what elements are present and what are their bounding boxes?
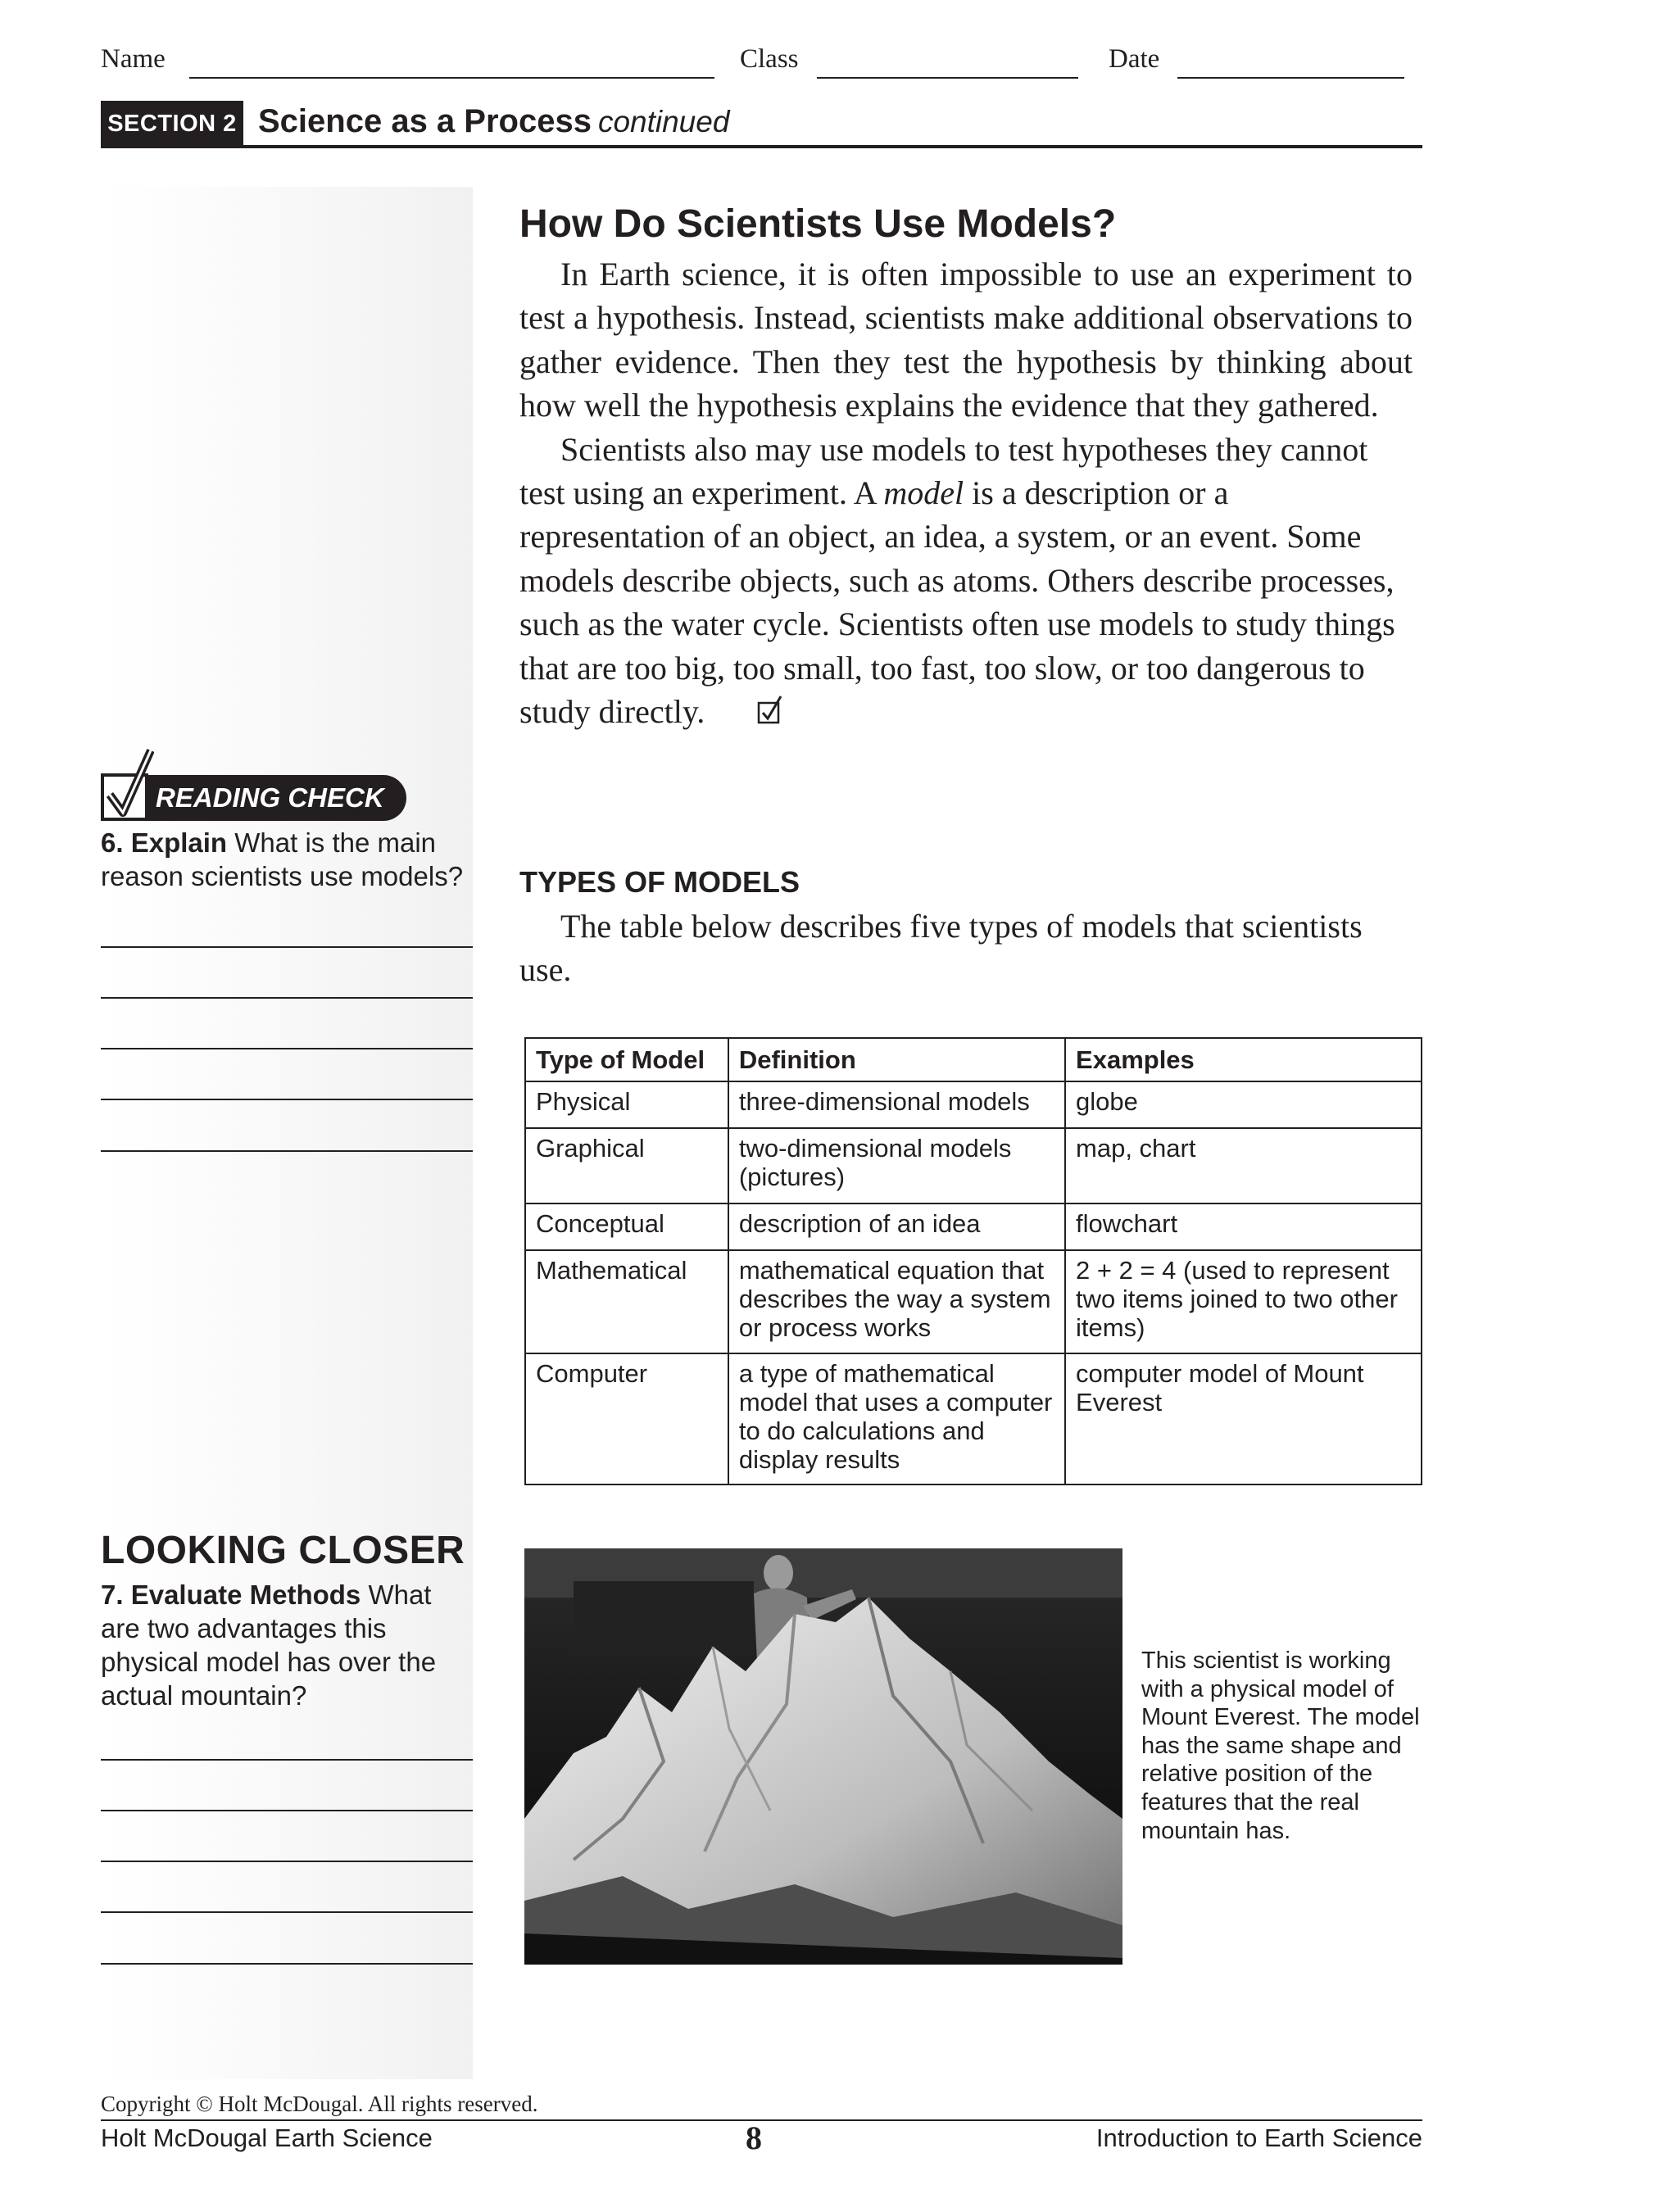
answer-line[interactable]	[101, 1048, 473, 1049]
copyright: Copyright © Holt McDougal. All rights reserved.	[101, 2092, 538, 2116]
term-model: model	[883, 474, 964, 512]
table-cell: Conceptual	[525, 1203, 728, 1250]
table-cell: globe	[1065, 1081, 1422, 1128]
question-7-text: What are two advantages this physical model has over the actual mountain?	[101, 1580, 437, 1711]
reading-check-marker-icon	[716, 693, 783, 737]
sidebar-background	[101, 187, 473, 2079]
table-row	[525, 1128, 1422, 1203]
answer-line[interactable]	[101, 1150, 473, 1152]
question-6	[101, 826, 486, 893]
types-of-models-table	[524, 1037, 1422, 1485]
table-header-row	[525, 1038, 1422, 1081]
table-cell: Mathematical	[525, 1250, 728, 1353]
footer-chapter-title: Introduction to Earth Science	[1095, 2124, 1422, 2152]
name-label: Name	[101, 44, 166, 74]
section-continued: continued	[597, 105, 730, 138]
main-body	[519, 252, 1429, 737]
table-row	[525, 1203, 1422, 1250]
looking-closer-heading: LOOKING CLOSER	[101, 1529, 465, 1572]
table-row	[525, 1081, 1422, 1128]
name-field[interactable]	[189, 77, 714, 79]
table-cell: description of an idea	[728, 1203, 1065, 1250]
answer-line[interactable]	[101, 1759, 473, 1761]
class-field[interactable]	[817, 77, 1078, 79]
question-7	[101, 1578, 469, 1712]
section-tag: SECTION 2	[101, 101, 243, 147]
table-cell: computer model of Mount Everest	[1065, 1353, 1422, 1484]
checkmark-icon	[105, 747, 154, 823]
table-cell: a type of mathematical model that uses a computer to do calculations and display results	[728, 1353, 1065, 1484]
paragraph-table-intro: The table below describes five types of models that scientists use.	[519, 908, 1363, 989]
footer-book-title: Holt McDougal Earth Science	[101, 2124, 433, 2152]
date-label: Date	[1109, 44, 1160, 74]
table-cell: Computer	[525, 1353, 728, 1484]
question-6-text: What is the main reason scientists use models?	[101, 827, 464, 891]
column-header: Definition	[728, 1038, 1065, 1081]
table-row	[525, 1353, 1422, 1484]
question-7-skill: Evaluate Methods	[130, 1580, 361, 1610]
table-cell: Graphical	[525, 1128, 728, 1203]
answer-line[interactable]	[101, 1911, 473, 1913]
table-cell: three-dimensional models	[728, 1081, 1065, 1128]
table-cell: map, chart	[1065, 1128, 1422, 1203]
date-field[interactable]	[1177, 77, 1404, 79]
column-header: Examples	[1065, 1038, 1422, 1081]
question-7-number: 7.	[101, 1580, 124, 1610]
section-title	[258, 98, 729, 145]
paragraph-experiment: In Earth science, it is often impossible to use an experiment to test a hypothesis. Instead, scientists make additional observations to gather evidence. Then they test the hypothesis by thinking about how well the hypothesis explains the evidence that they gathered.	[519, 256, 1413, 424]
question-6-skill: Explain	[130, 827, 228, 858]
question-6-number: 6.	[101, 827, 124, 858]
answer-line[interactable]	[101, 1099, 473, 1100]
table-cell: Physical	[525, 1081, 728, 1128]
table-cell: 2 + 2 = 4 (used to represent two items joined to two other items)	[1065, 1250, 1422, 1353]
answer-line[interactable]	[101, 1861, 473, 1862]
paragraph-models-start: Scientists also may use models to test hypotheses they cannot test using an experiment. A	[519, 430, 1368, 512]
section-title-text: Science as a Process	[258, 103, 592, 139]
photo-caption: This scientist is working with a physical model of Mount Everest. The model has the same shape and relative position of the features that the real mountain has.	[1141, 1648, 1420, 1844]
paragraph-models-end: is a description or a representation of an object, an idea, a system, or an event. Some models describe objects, such as atoms. Others describe processes, such as the water cycle. Scientists often use models to study things that are too big, too small, too fast, too slow, or too dangerous to study directly.	[519, 474, 1395, 731]
class-label: Class	[740, 44, 799, 74]
table-row	[525, 1250, 1422, 1353]
column-header: Type of Model	[525, 1038, 728, 1081]
answer-line[interactable]	[101, 1963, 473, 1965]
types-of-models-heading: TYPES OF MODELS	[519, 865, 800, 899]
paragraph-models	[519, 428, 1413, 737]
table-cell: mathematical equation that describes the way a system or process works	[728, 1250, 1065, 1353]
answer-line[interactable]	[101, 997, 473, 999]
main-heading: How Do Scientists Use Models?	[519, 202, 1117, 246]
page-number: 8	[746, 2119, 762, 2156]
mount-everest-model-photo	[524, 1548, 1122, 1965]
table-cell: two-dimensional models (pictures)	[728, 1128, 1065, 1203]
table-cell: flowchart	[1065, 1203, 1422, 1250]
reading-check-badge: READING CHECK	[138, 775, 406, 821]
answer-line[interactable]	[101, 946, 473, 948]
answer-line[interactable]	[101, 1810, 473, 1811]
